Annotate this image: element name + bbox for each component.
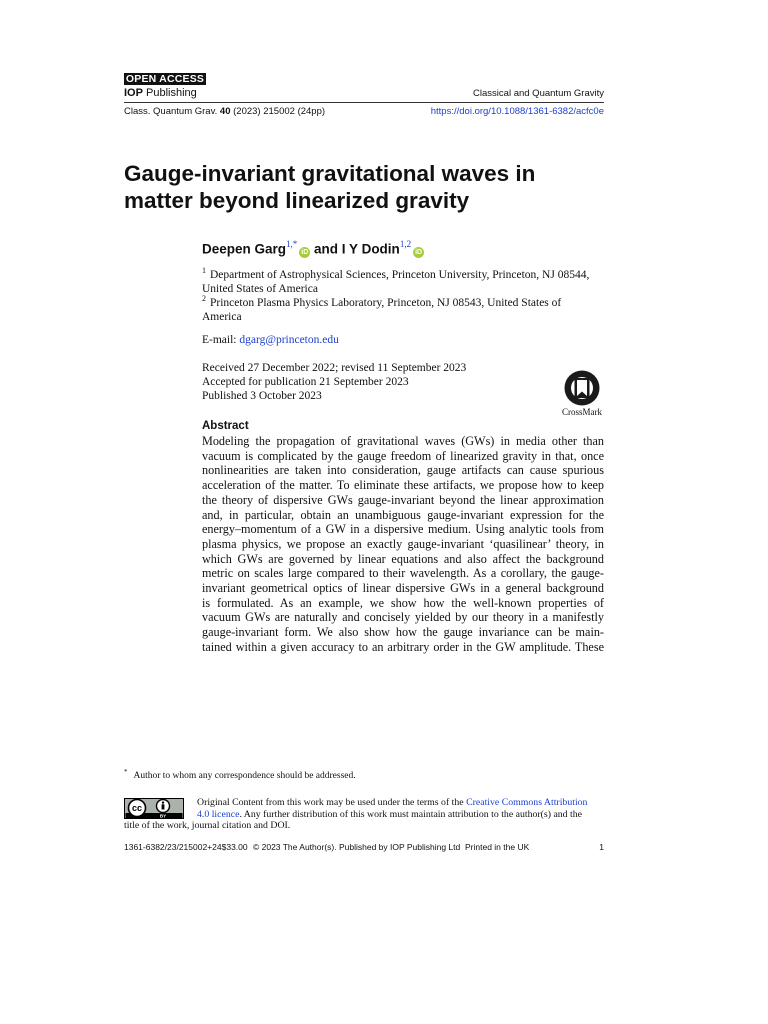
orcid-icon[interactable]: iD bbox=[301, 248, 309, 256]
author-affiliation-sup: 1,* bbox=[286, 239, 298, 249]
accepted-date: Accepted for publication 21 September 2023 bbox=[202, 376, 409, 388]
abstract-line: vacuum is complicated by the gauge freedom of linearized gravity in that, once bbox=[202, 448, 604, 463]
cc-license-link[interactable]: Creative Commons Attribution bbox=[466, 797, 588, 808]
affiliation-number: 1 bbox=[202, 266, 206, 275]
abstract-line: nonlinearities are taken into consideration, gauge artifacts can cause spurious bbox=[202, 463, 604, 478]
affiliation-text: Princeton Plasma Physics Laboratory, Princeton, NJ 08543, United States of bbox=[210, 296, 562, 309]
abstract-line: plasma physics, we propose an exactly gauge-invariant ‘quasilinear’ theory, in bbox=[202, 536, 604, 551]
crossmark-label: CrossMark bbox=[562, 407, 602, 417]
published-date: Published 3 October 2023 bbox=[202, 390, 322, 402]
affiliation-line: United States of America bbox=[202, 282, 318, 295]
footer-printed: Printed in the UK bbox=[465, 842, 530, 852]
paper-title bbox=[124, 160, 604, 214]
title-line: Gauge-invariant gravitational waves in bbox=[124, 161, 536, 186]
title-line: matter beyond linearized gravity bbox=[124, 188, 470, 213]
abstract-line: gauge-invariant form. We also show how the gauge invariance can be main- bbox=[202, 625, 604, 640]
by-text: BY bbox=[159, 813, 167, 819]
license-line bbox=[197, 809, 582, 821]
abstract-line: Modeling the propagation of gravitational waves (GWs) in media other than bbox=[202, 434, 604, 448]
abstract-line: invariant geometrical optics of linear dispersive GWs in a general background bbox=[202, 581, 604, 595]
received-date: Received 27 December 2022; revised 11 September 2023 bbox=[202, 362, 467, 374]
abstract-line: acceleration of the matter. To eliminate these artifacts, we propose how to keep bbox=[202, 478, 604, 493]
author-affiliation-sup: 1,2 bbox=[399, 239, 412, 249]
header-rule bbox=[124, 102, 604, 103]
citation bbox=[124, 106, 325, 118]
page-number: 1 bbox=[599, 842, 604, 852]
license-line: title of the work, journal citation and DOI. bbox=[124, 820, 291, 831]
citation-pre: Class. Quantum Grav. bbox=[124, 106, 220, 117]
abstract-line: and, in particular, obtain an unambiguous gauge-invariant expression for the bbox=[202, 507, 604, 522]
author-conjunction: and bbox=[310, 241, 342, 257]
footnote-mark: * bbox=[124, 768, 128, 776]
citation-volume: 40 bbox=[219, 106, 231, 117]
email-line bbox=[202, 333, 339, 347]
affiliation-number: 2 bbox=[202, 294, 206, 303]
email-label: E-mail: bbox=[202, 334, 240, 346]
abstract-line: is formulated. As an example, we show how the well-known properties of bbox=[202, 595, 604, 610]
publisher-logo-rest: Publishing bbox=[142, 87, 197, 99]
author-name: I Y Dodin bbox=[341, 241, 400, 257]
authors bbox=[202, 237, 424, 258]
citation-post: (2023) 215002 (24pp) bbox=[230, 106, 326, 117]
abstract-line: the theory of dispersive GWs gauge-invariant beyond the linear approximation bbox=[202, 492, 604, 507]
publisher-logo bbox=[124, 87, 197, 100]
affiliation-text: Department of Astrophysical Sciences, Princeton University, Princeton, NJ 08544, bbox=[210, 268, 590, 281]
doi-link[interactable]: https://doi.org/10.1088/1361-6382/acfc0e bbox=[430, 106, 604, 117]
footnote-text: Author to whom any correspondence should be addressed. bbox=[133, 771, 356, 782]
license-line bbox=[197, 797, 587, 809]
cc-by-license-icon[interactable] bbox=[124, 798, 184, 819]
abstract-heading: Abstract bbox=[202, 420, 249, 432]
abstract-line: vacuum GWs are naturally and concisely yielded by our theory in a manifestly bbox=[202, 610, 604, 625]
abstract-line: which GWs are governed by linear equations and also affect the background bbox=[202, 551, 604, 566]
footer-codes: 1361-6382/23/215002+24$33.00 bbox=[124, 842, 248, 852]
correspondence-footnote bbox=[124, 766, 356, 782]
affiliation-line bbox=[202, 264, 604, 282]
affiliation-line: America bbox=[202, 310, 242, 323]
license-text: Original Content from this work may be used under the terms of the bbox=[197, 797, 467, 808]
cc-text: cc bbox=[131, 803, 143, 814]
cc-license-link[interactable]: 4.0 licence bbox=[197, 808, 240, 820]
abstract-line: tained within a given accuracy to an arbitrary order in the GW amplitude. These bbox=[202, 639, 604, 654]
footer-copyright: © 2023 The Author(s). Published by IOP Publishing Ltd bbox=[253, 842, 461, 852]
affiliation-line bbox=[202, 292, 604, 310]
author-name: Deepen Garg bbox=[202, 241, 287, 257]
open-access-badge: OPEN ACCESS bbox=[125, 73, 205, 85]
journal-name: Classical and Quantum Gravity bbox=[473, 88, 604, 99]
orcid-icon[interactable]: iD bbox=[415, 248, 423, 256]
abstract-line: energy–momentum of a GW in a dispersive medium. Using analytic tools from bbox=[202, 522, 604, 537]
affiliation bbox=[202, 292, 604, 324]
abstract-line: metric on scales large compared to their wavelength. As a corollary, the gauge- bbox=[202, 566, 604, 581]
email-link[interactable]: dgarg@princeton.edu bbox=[239, 334, 339, 346]
license-text: . Any further distribution of this work must maintain attribution to the author(s) and the bbox=[239, 808, 583, 820]
publisher-logo-bold: IOP bbox=[124, 87, 143, 99]
